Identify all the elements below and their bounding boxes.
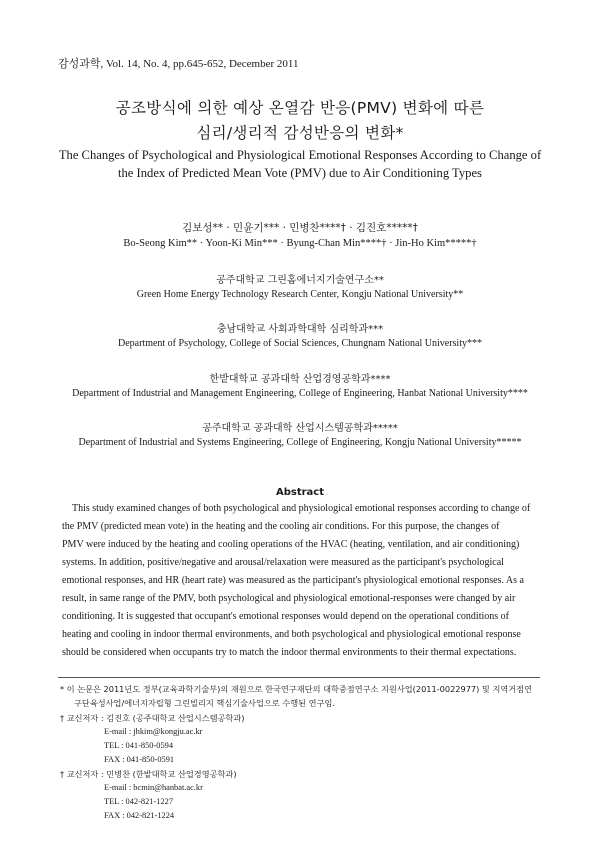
- abstract-line: systems. In addition, positive/negative and arousal/relaxation were measured as the participant's psychological: [62, 557, 504, 568]
- abstract-heading: Abstract: [275, 487, 325, 498]
- corresponding-author-2: † 교신저자 : 민병찬 (한밭대학교 산업경영공학과): [60, 769, 237, 779]
- affiliation-3-english: Department of Industrial and Management Engineering, College of Engineering, Hanbat National University****: [72, 388, 528, 399]
- title-korean-line-2: 심리/생리적 감성반응의 변화*: [196, 124, 404, 142]
- abstract-line: emotional responses, and HR (heart rate) was measured as the participant's physiological emotional responses. As a: [62, 575, 524, 586]
- corresponding-author-1-fax: FAX : 041-850-0591: [104, 755, 175, 764]
- affiliation-2-korean: 충남대학교 사회과학대학 심리학과***: [216, 324, 384, 335]
- title-english-line-2: the Index of Predicted Mean Vote (PMV) due to Air Conditioning Types: [118, 166, 482, 180]
- corresponding-author-1-email: E-mail : jhkim@kongju.ac.kr: [104, 727, 203, 736]
- funding-footnote-line-1: * 이 논문은 2011년도 정부(교육과학기술부)의 재원으로 한국연구재단의 대학중점연구소 지원사업(2011-0022977) 및 지역거점연: [60, 684, 532, 694]
- abstract-line: the PMV (predicted mean vote) in the heating and the cooling air conditions. For this purpose, the changes of: [62, 521, 500, 532]
- funding-footnote-line-2: 구단육성사업/에너지자립형 그린빌리지 핵심기술사업으로 수행된 연구임.: [74, 698, 335, 708]
- abstract-line: This study examined changes of both psychological and physiological emotional responses according to change of: [72, 503, 531, 514]
- footnote-divider: [58, 677, 540, 678]
- authors-english: Bo-Seong Kim** · Yoon-Ki Min*** · Byung-Chan Min****† · Jin-Ho Kim*****†: [123, 238, 477, 249]
- abstract-line: conditioning. It is suggested that occupant's emotional responses would depend on the operational conditions of: [62, 611, 509, 622]
- journal-header: 감성과학, Vol. 14, No. 4, pp.645-652, December 2011: [58, 58, 299, 70]
- title-english-line-1: The Changes of Psychological and Physiological Emotional Responses According to Change of: [58, 148, 542, 162]
- corresponding-author-1: † 교신저자 : 김진호 (공주대학교 산업시스템공학과): [60, 713, 245, 723]
- corresponding-author-2-tel: TEL : 042-821-1227: [104, 797, 174, 806]
- abstract-line: heating and cooling in indoor thermal environments, and both psychological and physiological emotional response: [62, 629, 521, 640]
- title-korean-line-1: 공조방식에 의한 예상 온열감 반응(PMV) 변화에 따른: [115, 99, 485, 117]
- corresponding-author-2-email: E-mail : bcmin@hanbat.ac.kr: [104, 783, 203, 792]
- affiliation-4-english: Department of Industrial and Systems Engineering, College of Engineering, Kongju National University*****: [78, 437, 522, 448]
- affiliation-4-korean: 공주대학교 공과대학 산업시스템공학과*****: [202, 423, 398, 434]
- abstract-line: should be considered when occupants try to match the indoor thermal environments to their thermal expectations.: [62, 647, 517, 658]
- affiliation-3-korean: 한밭대학교 공과대학 산업경영공학과****: [209, 374, 391, 385]
- corresponding-author-2-fax: FAX : 042-821-1224: [104, 811, 175, 820]
- affiliation-1-korean: 공주대학교 그린홈에너지기술연구소**: [216, 275, 384, 286]
- authors-korean: 김보성** · 민윤기*** · 민병찬****† · 김진호*****†: [182, 222, 418, 234]
- abstract-line: result, in same range of the PMV, both psychological and physiological emotional-responses were changed by air: [62, 593, 516, 604]
- affiliation-1-english: Green Home Energy Technology Research Center, Kongju National University**: [136, 289, 464, 300]
- abstract-line: PMV were induced by the heating and cooling operations of the HVAC (heating, ventilation, and air conditioning): [62, 539, 520, 550]
- affiliation-2-english: Department of Psychology, College of Social Sciences, Chungnam National University***: [117, 338, 482, 349]
- corresponding-author-1-tel: TEL : 041-850-0594: [104, 741, 174, 750]
